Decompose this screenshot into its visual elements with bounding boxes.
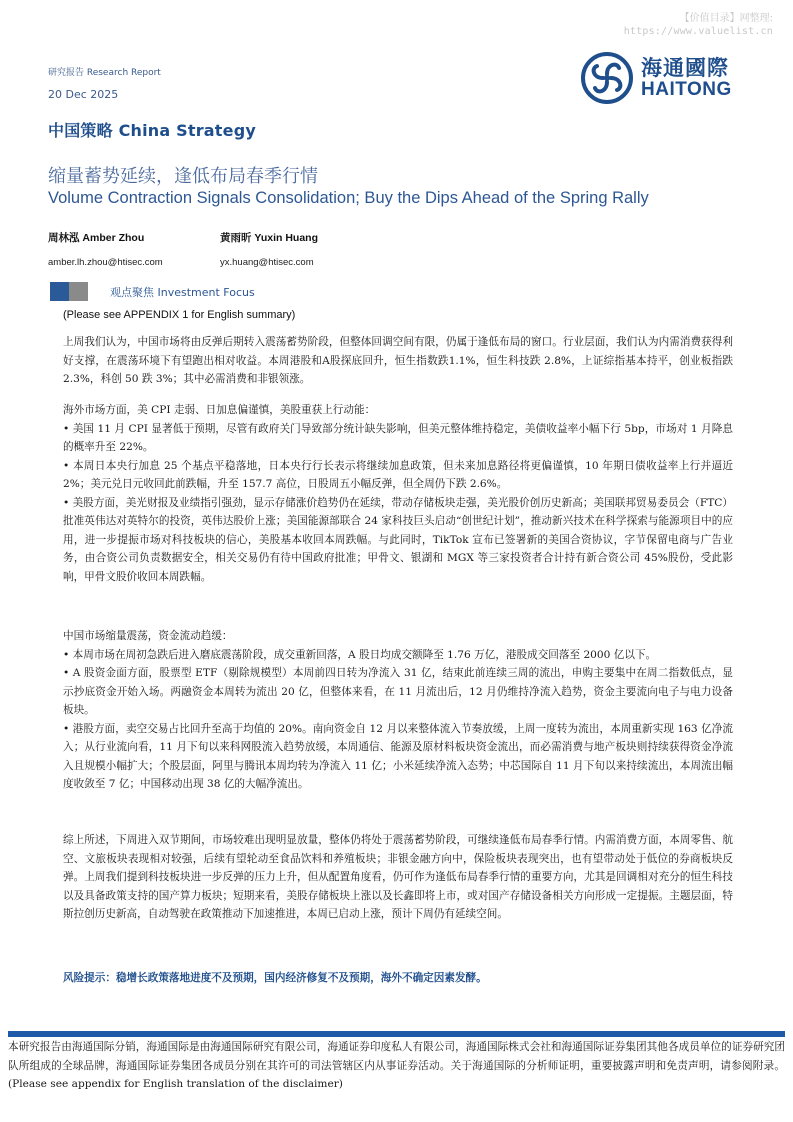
bullet-item: • 美国 11 月 CPI 显著低于预期，尽管有政府关门导致部分统计缺失影响，但美元整体维持稳定，美债收益率小幅下行 5bp，市场对 1 月降息的概率升至 22%。 xyxy=(63,422,733,453)
summary-paragraph: 综上所述，下周进入双节期间，市场较难出现明显放量，整体仍将处于震荡蓄势阶段，可继续逢低布局春季行情。内需消费方面，本周零售、航空、文旅板块表现相对较强，后续有望轮动至食品饮料和养殖板块；非银金融方向中，保险板块表现突出，也有望带动处于低位的券商板块反弹。上周我们提到科技板块进一步反弹的压力上升，但从配置角度看，仍可作为逢低布局春季行情的重要方向，尤其是回调相对充分的恒生科技以及具备政策支持的国产算力板块；短期来看，美股存储板块上涨以及长鑫即将上市，或对国产存储设备相关方向形成一定提振。主题层面，特斯拉创历史新高，自动驾驶在政策推动下加速推进，本周已启动上涨，预计下周仍有延续空间。 xyxy=(63,834,733,920)
intro-paragraph xyxy=(63,333,733,389)
paragraph: 上周我们认为，中国市场将由反弹后期转入震荡蓄势阶段，但整体回调空间有限，仍属于逢低布局的窗口。行业层面，我们认为内需消费获得利好支撑，在震荡环境下有望跑出相对收益。本周港股和A股探底回升，恒生指数跌1.1%，恒生科技跌 2.8%，上证综指基本持平，创业板指跌 2.3%，科创 50 跌 3%；其中必需消费和非银领涨。 xyxy=(63,336,733,385)
authors xyxy=(48,230,392,268)
logo-chinese-name: 海通國際 xyxy=(641,56,729,80)
author-name: 周林泓 Amber Zhou xyxy=(48,232,145,244)
author-2 xyxy=(220,230,392,268)
report-header xyxy=(48,67,161,101)
bullet-item: • 美股方面，美光财报及业绩指引强劲，显示存储涨价趋势仍在延续，带动存储板块走强，美光股价创历史新高；美国联邦贸易委员会（FTC）批准英伟达对英特尔的投资，英伟达股价上涨；美国能源部联合 24 家科技巨头启动“创世纪计划”，推动新兴技术在科学探索与能源项目中的应用，进一步提振市场对科技板块的信心，美股基本收回本周跌幅。与此同时，TikTok 宣布已签署新的美国合资协议，字节保留电商与广告业务，由合资公司负责数据安全，相关交易仍有待中国政府批准；甲骨文、银湖和 MGX 等三家投资者合计持有新合资公司 45%股份，受此影响，甲骨文股价收回本周跌幅。 xyxy=(63,496,733,583)
report-title-chinese: 缩量蓄势延续，逢低布局春季行情 xyxy=(48,166,318,187)
haitong-logo xyxy=(581,52,732,104)
watermark-url: https://www.valuelist.cn xyxy=(623,26,773,37)
watermark xyxy=(624,12,773,38)
footer-divider xyxy=(8,1031,785,1037)
report-title-english: Volume Contraction Signals Consolidation; Buy the Dips Ahead of the Spring Rally xyxy=(48,189,649,207)
overseas-intro: 海外市场方面，美 CPI 走弱、日加息偏谨慎，美股重获上行动能： xyxy=(63,404,376,416)
report-date: 20 Dec 2025 xyxy=(48,88,119,101)
footer-disclaimer: 本研究报告由海通国际分销，海通国际是由海通国际研究有限公司，海通证券印度私人有限公司，海通国际株式会社和海通国际证券集团其他各成员单位的证券研究团队所组成的全球品牌，海通国际证券集团各成员分别在其许可的司法管辖区内从事证券活动。关于海通国际的分析师证明，重要披露声明和免责声明，请参阅附录。(Please see appendix for English translation of the disclaimer) xyxy=(8,1041,785,1090)
haitong-swirl-logo-icon xyxy=(581,52,633,104)
section-title: 中国策略 China Strategy xyxy=(48,121,256,140)
china-section xyxy=(63,627,733,794)
author-name: 黄雨昕 Yuxin Huang xyxy=(220,232,319,244)
investment-focus-label: 观点聚焦 Investment Focus xyxy=(110,285,255,299)
logo-english-name: HAITONG xyxy=(641,79,732,100)
bullet-item: • 本周市场在周初急跌后进入磨底震荡阶段，成交重新回落，A 股日均成交额降至 1.76 万亿，港股成交回落至 2000 亿以下。 xyxy=(63,648,657,661)
author-email-link[interactable]: yx.huang@htisec.com xyxy=(220,257,314,268)
bullet-item: • A 股资金面方面，股票型 ETF（剔除规模型）本周前四日转为净流入 31 亿，结束此前连续三周的流出，申购主要集中在周二指数低点，显示抄底资金开始入场。两融资金本周转为流出 20 亿，但整体来看，在 11 月流出后，12 月仍维持净流入趋势，资金主要流向电子与电力设备板块。 xyxy=(63,667,733,716)
risk-warning: 风险提示：稳增长政策落地进度不及预期，国内经济修复不及预期，海外不确定因素发酵。 xyxy=(63,972,487,984)
blue-square-icon xyxy=(50,282,69,301)
report-type: 研究报告 Research Report xyxy=(48,68,161,78)
author-email-link[interactable]: amber.lh.zhou@htisec.com xyxy=(48,257,163,268)
watermark-title: 【价值目录】网整理: xyxy=(679,13,773,24)
bullet-item: • 港股方面，卖空交易占比回升至高于均值的 20%。南向资金自 12 月以来整体流入节奏放缓，上周一度转为流出，本周重新实现 163 亿净流入；从行业流向看，11 月下旬以来科网股流入趋势放缓，本周通信、能源及原材料板块资金流出，而必需消费与地产板块则持续获得资金净流入且规模小幅扩大；个股层面，阿里与腾讯本周均转为净流入 11 亿；小米延续净流入态势；中芯国际自 11 月下旬以来持续流出，本周流出幅度收敛至 7 亿；中国移动出现 38 亿的大幅净流出。 xyxy=(63,722,733,790)
author-1 xyxy=(48,230,220,268)
overseas-section xyxy=(63,401,733,586)
grey-square-icon xyxy=(69,282,88,301)
summary-section xyxy=(63,831,733,924)
china-intro: 中国市场缩量震荡，资金流动趋缓： xyxy=(63,630,233,642)
investment-focus-header xyxy=(50,282,255,301)
bullet-item: • 本周日本央行加息 25 个基点平稳落地，日本央行行长表示将继续加息政策，但未来加息路径将更偏谨慎，10 年期日债收益率上行并逼近 2%；美元兑日元收回此前跌幅，升至 157.7 高位，日股周五小幅反弹，但全周仍下跌 2.6%。 xyxy=(63,459,733,490)
appendix-note: (Please see APPENDIX 1 for English summary) xyxy=(63,309,296,321)
